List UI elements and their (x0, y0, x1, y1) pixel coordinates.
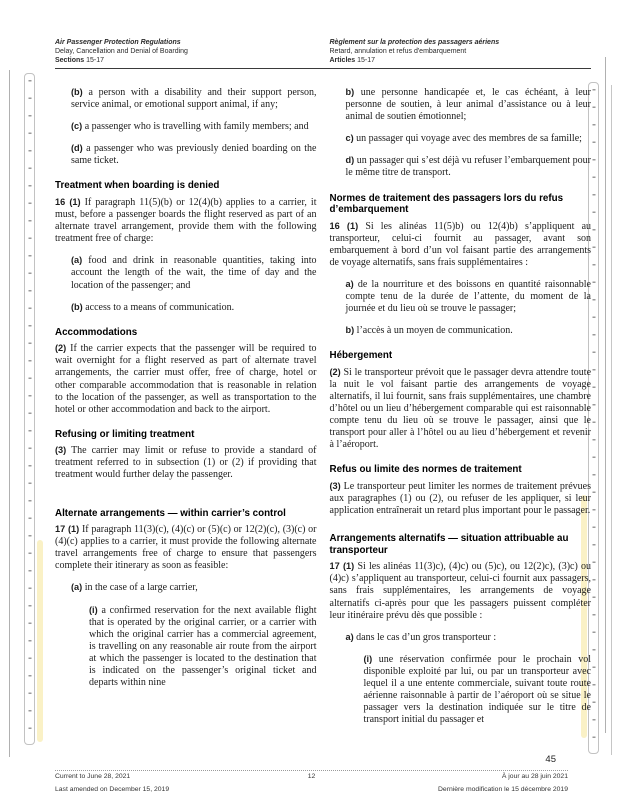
heading-section17: Alternate arrangements — within carrier’s control (55, 507, 286, 519)
column-french (330, 86, 592, 735)
header-en-sections-range: 15-17 (86, 57, 105, 64)
clause-text: un passager qui s’est déjà vu refuser l’embarquement pour le même titre de transport. (345, 155, 592, 179)
header-fr (330, 38, 592, 65)
heading-refus-fr: Refus ou limite des normes de traitement (329, 464, 522, 476)
footer-center-page-number: 12 (307, 773, 316, 780)
clause-16-1b (55, 301, 317, 314)
clause-15d (55, 142, 317, 167)
subclause-label: (i) (363, 653, 373, 664)
right-margin-line-2 (611, 85, 612, 755)
column-english (55, 86, 317, 735)
clause-label: (a) (71, 582, 83, 593)
clause-15d-fr (330, 154, 592, 179)
footer-row-current (55, 773, 568, 780)
clause-16-1a-fr (330, 278, 592, 315)
clause-text: access to a means of communication. (85, 301, 235, 313)
header-fr-sections-range: 15-17 (357, 57, 376, 64)
clause-text: l’accès à un moyen de communication. (356, 325, 513, 337)
section-text: If paragraph 11(5)(b) or 12(4)(b) applies to a carrier, it must, before a passenger boards the flight reserved as part of an alternate travel arrangement, provide them with the following treatment free of charge: (55, 196, 317, 245)
clause-15c (55, 120, 317, 133)
section-text: Si les alinéas 11(5)b) ou 12(4)b) s’appliquent au transporteur, celui-ci fournit au passager, avant son embarquement à bord d’un vol faisant partie des arrangements de voyage alternatifs, sans frais supplémentaires : (329, 220, 592, 268)
header-fr-sections-label: Articles (329, 57, 356, 64)
subsection-16-2 (55, 342, 317, 416)
header-fr-subtitle: Retard, annulation et refus d'embarquement (329, 48, 467, 55)
clause-text: a passenger who was previously denied boarding on the same ticket. (71, 143, 317, 167)
header-fr-sections (330, 56, 592, 65)
clause-label: b) (345, 325, 355, 336)
section-label: (2) (55, 343, 67, 354)
clause-label: a) (345, 278, 354, 289)
clause-label: d) (345, 155, 355, 166)
footer-row-amended (55, 786, 568, 793)
subclause-17-1a-i-fr (330, 653, 592, 727)
header-rule (55, 68, 591, 69)
header-en-sections-label: Sections (55, 57, 85, 64)
section-label: (3) (329, 480, 341, 491)
clause-text: food and drink in reasonable quantities, taking into account the length of the wait, the time of day and the location of the passenger; and (71, 255, 317, 291)
clause-label: (d) (71, 143, 83, 154)
clause-label: c) (345, 133, 354, 144)
clause-text: a passenger who is travelling with family members; and (84, 121, 309, 133)
clause-16-1a (55, 254, 317, 291)
header-en-sections (55, 56, 317, 65)
section-label: 17 (1) (329, 561, 355, 572)
section-text: If paragraph 11(3)(c), (4)(c) or (5)(c) or 12(2)(c), (3)(c) or (4)(c) applies to a carrier, it must provide the following alternate travel arrangements free of charge to ensure that passengers complete their itinerary as soon as feasible: (55, 524, 317, 572)
left-margin-line (9, 70, 10, 757)
clause-16-1b-fr (330, 324, 592, 337)
subsection-16-3-fr (330, 480, 592, 517)
clause-15b-fr (330, 86, 592, 123)
page-content (55, 38, 591, 735)
section-label: 16 (1) (55, 196, 81, 207)
clause-text: a person with a disability and their support person, service animal, or emotional support animal, if any; (71, 87, 317, 111)
clause-17-1a-fr (330, 631, 592, 644)
heading-accommodations: Accommodations (55, 326, 138, 338)
subclause-label: (i) (89, 604, 98, 615)
section-label: 17 (1) (55, 524, 80, 535)
clause-label: (c) (71, 121, 83, 132)
footer-amended-fr: Dernière modification le 15 décembre 2019 (438, 786, 568, 793)
footer-current-en: Current to June 28, 2021 (55, 773, 131, 780)
subsection-16-1-fr (330, 220, 592, 269)
section-text: If the carrier expects that the passenger will be required to wait overnight for a flight reserved as part of alternate travel arrangements, the carrier must offer, free of charge, hotel or other comparable accommodation that is reasonable in relation to the location of the passenger, as well as transportation to the hotel or other accommodation and back to the airport. (55, 343, 317, 415)
header-en-subtitle: Delay, Cancellation and Denial of Boarding (55, 48, 188, 55)
section-text: Si le transporteur prévoit que le passager devra attendre toute la nuit le vol faisant partie des arrangements de voyage alternatifs, il lui fournit, sans frais supplémentaires, une chambre d’hôtel ou un lieu d’hébergement comparable qui est raisonnable compte tenu du lieu où se trouve le passager, ainsi que le transport pour aller à l’hôtel ou au lieu d’hébergement et revenir à l’aéroport. (329, 366, 592, 451)
clause-text: une personne handicapée et, le cas échéant, à leur personne de soutien, à leur animal d’assistance ou à leur animal de soutien émotionnel; (345, 87, 591, 123)
footer-rule (55, 770, 568, 771)
heading-section17-fr: Arrangements alternatifs — situation attribuable au transporteur (329, 533, 569, 556)
heading-hebergement: Hébergement (329, 350, 393, 362)
clause-label: a) (345, 631, 354, 642)
heading-refusing: Refusing or limiting treatment (55, 428, 195, 440)
subsection-16-1 (55, 196, 317, 245)
bilingual-columns (55, 86, 591, 735)
header-en-title: Air Passenger Protection Regulations (55, 39, 181, 46)
header-fr-title: Règlement sur la protection des passagers aériens (329, 39, 500, 46)
clause-text: un passager qui voyage avec des membres de sa famille; (356, 133, 582, 145)
clause-17-1a (55, 581, 317, 594)
section-label: (3) (55, 445, 67, 456)
section-text: Le transporteur peut limiter les normes de traitement prévues aux paragraphes (1) ou (2), ou refuser de les appliquer, si leur application entraînerait un retard plus important pour le passager. (329, 480, 591, 517)
heading-section16-fr: Normes de traitement des passagers lors du refus d’embarquement (329, 192, 564, 216)
clause-label: b) (345, 87, 355, 97)
running-header (55, 38, 591, 65)
footer-current-fr: À jour au 28 juin 2021 (501, 773, 568, 780)
clause-text: dans le cas d’un gros transporteur : (356, 631, 497, 643)
clause-label: (a) (71, 255, 83, 266)
clause-15c-fr (330, 132, 592, 145)
section-text: Si les alinéas 11(3)c), (4)c) ou (5)c), ou 12(2)c), (3)c) ou (4)c) s’appliquent au transporteur, celui-ci fournit aux passagers, sans frais supplémentaires, les arrangements de voyage alternatifs ci-après pour que les passagers puissent compléter leur itinéraire prévu dès que possible : (329, 561, 592, 621)
subclause-17-1a-i (55, 604, 317, 690)
header-en (55, 38, 317, 65)
clause-text: de la nourriture et des boissons en quantité raisonnable compte tenu de la durée de l’attente, du moment de la journée et du lieu où se trouve le passager; (345, 278, 591, 315)
subsection-17-1-fr (330, 560, 592, 621)
clause-text: in the case of a large carrier, (84, 582, 198, 594)
clause-label: (b) (71, 87, 83, 97)
subclause-text: a confirmed reservation for the next available flight that is operated by the original carrier, or a carrier with which the original carrier has a commercial agreement, is travelling on any reasonable air route from the airport at which the passenger is located to the destination that is indicated on the passenger’s original ticket and departs within nine (89, 604, 317, 689)
clause-label: (b) (71, 301, 83, 312)
corner-page-number: 45 (545, 754, 556, 765)
subsection-17-1 (55, 523, 317, 572)
section-label: 16 (1) (329, 220, 359, 231)
footer-amended-en: Last amended on December 15, 2019 (55, 786, 170, 793)
right-margin-line (605, 57, 606, 733)
heading-section16: Treatment when boarding is denied (55, 180, 220, 192)
left-amendment-highlight (37, 540, 43, 742)
clause-15b (55, 86, 317, 111)
subsection-16-3 (55, 444, 317, 481)
section-text: The carrier may limit or refuse to provide a standard of treatment referred to in subsection (1) or (2) if providing that treatment would further delay the passenger. (55, 445, 317, 481)
left-tick-strip (24, 73, 35, 745)
subclause-text: une réservation confirmée pour le prochain vol disponible exploité par lui, ou par un transporteur avec lequel il a une entente commerciale, suivant toute route aérienne raisonnable à partir de l’aéroport où se situe le passager vers la destination indiquée sur le titre de transport initial du passager et (363, 653, 591, 726)
subsection-16-2-fr (330, 366, 592, 452)
section-label: (2) (329, 366, 341, 377)
